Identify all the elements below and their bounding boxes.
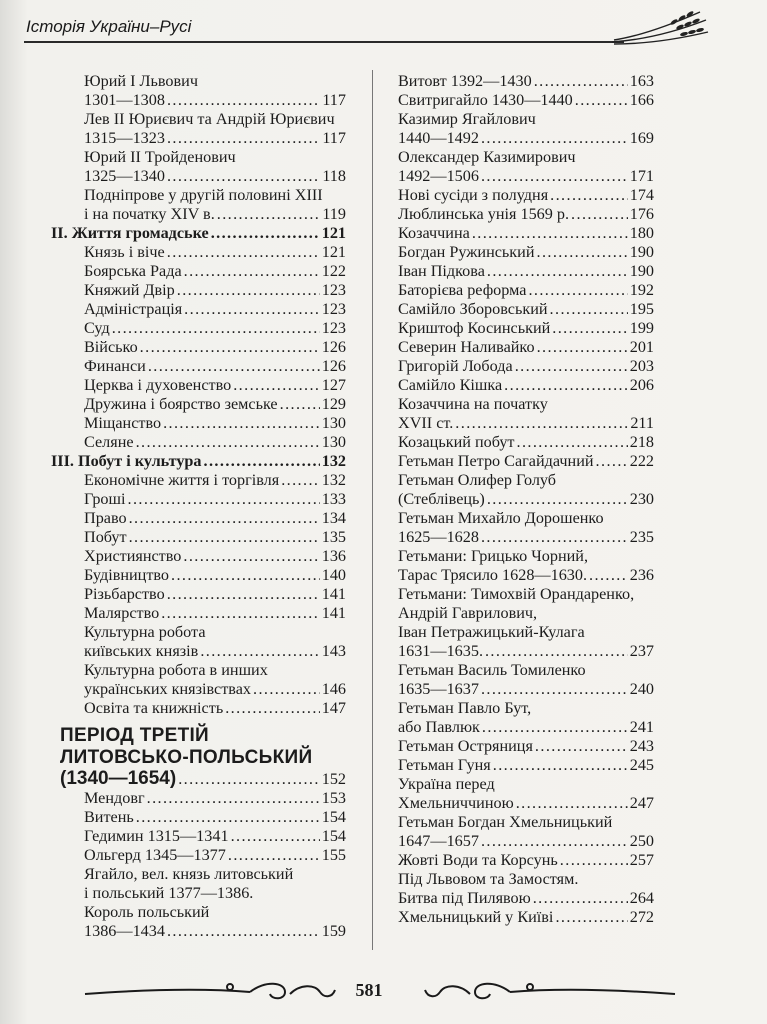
dot-leader xyxy=(555,908,627,927)
dot-leader xyxy=(528,281,627,300)
toc-entry xyxy=(398,775,654,813)
toc-entry xyxy=(84,395,346,414)
toc-entry xyxy=(84,528,346,547)
toc-page-number: 243 xyxy=(629,737,654,755)
dot-leader xyxy=(211,224,320,243)
toc-entry xyxy=(398,243,654,262)
toc-entry xyxy=(84,566,346,585)
toc-page-number: 203 xyxy=(629,357,654,375)
toc-entry-title: Гетьман Олифер Голуб xyxy=(398,471,557,489)
toc-entry-title: Свитригайло 1430—1440 xyxy=(398,91,573,109)
dot-leader xyxy=(481,832,628,851)
toc-entry xyxy=(84,338,346,357)
toc-entry xyxy=(84,300,346,319)
dot-leader xyxy=(481,167,628,186)
dot-leader xyxy=(281,471,320,490)
toc-entry-title: Хмельницький у Київі xyxy=(398,908,554,926)
toc-page-number: 140 xyxy=(321,566,346,584)
dot-leader xyxy=(136,433,320,452)
dot-leader xyxy=(183,547,319,566)
dot-leader xyxy=(178,770,320,789)
toc-entry-title: київських князів xyxy=(84,642,199,660)
toc-entry-title: Баторієва реформа xyxy=(398,281,527,299)
toc-entry-title: Олександер Казимирович xyxy=(398,148,576,166)
toc-page-number: 147 xyxy=(321,699,346,717)
toc-entry-title: XVII ст. xyxy=(398,414,454,432)
toc-page-number: 195 xyxy=(629,300,654,318)
dot-leader xyxy=(129,509,320,528)
toc-entry-title: Король польський xyxy=(84,903,210,921)
toc-entry-title: 1625—1628 xyxy=(398,528,479,546)
toc-entry xyxy=(398,908,654,927)
toc-entry-title: Самійло Кішка xyxy=(398,376,503,394)
toc-page-number: 126 xyxy=(321,357,346,375)
toc-entry xyxy=(84,827,346,846)
toc-page-number: 126 xyxy=(321,338,346,356)
toc-entry xyxy=(84,547,346,566)
dot-leader xyxy=(487,490,628,509)
dot-leader xyxy=(280,395,320,414)
toc-entry xyxy=(84,148,346,186)
toc-page-number: 247 xyxy=(629,794,654,812)
toc-entry-title: Гетьман Михайло Дорошенко xyxy=(398,509,604,527)
toc-entry xyxy=(84,262,346,281)
toc-entry-title: Ягайло, вел. князь литовський xyxy=(84,865,294,883)
toc-page-number: 155 xyxy=(321,846,346,864)
toc-entry xyxy=(84,110,346,148)
toc-page-number: 134 xyxy=(321,509,346,527)
toc-entry xyxy=(398,319,654,338)
dot-leader xyxy=(171,566,320,585)
toc-page-number: 235 xyxy=(629,528,654,546)
toc-entry-title: Гетьман Остряниця xyxy=(398,737,533,755)
toc-page-number: 206 xyxy=(629,376,654,394)
dot-leader xyxy=(485,642,628,661)
dot-leader xyxy=(128,490,320,509)
toc-entry-title: Україна перед xyxy=(398,775,495,793)
toc-entry xyxy=(398,186,654,205)
toc-entry xyxy=(398,148,654,186)
dot-leader xyxy=(136,808,320,827)
toc-page-number: 132 xyxy=(321,471,346,489)
toc-entry-title: Гетьмани: Грицько Чорний, xyxy=(398,547,589,565)
toc-entry-title: 1315—1323 xyxy=(84,129,165,147)
toc-page-number: 245 xyxy=(629,756,654,774)
toc-entry-title: Гроші xyxy=(84,490,126,508)
toc-page-number: 132 xyxy=(321,452,346,470)
toc-entry xyxy=(398,110,654,148)
toc-entry xyxy=(84,490,346,509)
toc-entry-title: Культурна робота в инших xyxy=(84,661,268,679)
toc-entry-title: Культурна робота xyxy=(84,623,206,641)
toc-entry xyxy=(398,889,654,908)
toc-entry xyxy=(398,357,654,376)
page-number: 581 xyxy=(355,980,383,1000)
toc-right-column xyxy=(398,72,654,927)
dot-leader xyxy=(537,243,628,262)
toc-entry-title: Іван Підкова xyxy=(398,262,485,280)
toc-entry-title: Княжий Двір xyxy=(84,281,175,299)
dot-leader xyxy=(515,357,628,376)
toc-entry-title: Церква і духовенство xyxy=(84,376,232,394)
toc-page-number: 154 xyxy=(321,827,346,845)
toc-page-number: 121 xyxy=(321,224,346,242)
dot-leader xyxy=(217,205,321,224)
toc-page-number: 141 xyxy=(321,585,346,603)
dot-leader xyxy=(177,281,320,300)
dot-leader xyxy=(571,205,628,224)
column-divider xyxy=(372,70,373,950)
toc-entry-title: Гетьман Гуня xyxy=(398,756,491,774)
toc-entry-title: Козаччина на початку xyxy=(398,395,548,413)
toc-entry xyxy=(84,471,346,490)
toc-entry xyxy=(398,737,654,756)
dot-leader xyxy=(228,846,320,865)
toc-page-number: 166 xyxy=(629,91,654,109)
dot-leader xyxy=(589,566,628,585)
dot-leader xyxy=(167,129,320,148)
dot-leader xyxy=(534,72,628,91)
toc-entry-title: Криштоф Косинський xyxy=(398,319,551,337)
dot-leader xyxy=(225,699,320,718)
toc-page-number: 163 xyxy=(629,72,654,90)
toc-entry-title: або Павлюк xyxy=(398,718,480,736)
toc-entry xyxy=(84,789,346,808)
toc-page-number: 240 xyxy=(629,680,654,698)
toc-entry-title: Финанси xyxy=(84,357,146,375)
toc-page-number: 190 xyxy=(629,262,654,280)
toc-entry-title: Селяне xyxy=(84,433,134,451)
toc-page-number: 241 xyxy=(629,718,654,736)
toc-entry xyxy=(398,851,654,870)
toc-entry-title: Мендовг xyxy=(84,789,145,807)
dot-leader xyxy=(596,452,628,471)
toc-entry-title: 1301—1308 xyxy=(84,91,165,109)
toc-page-number: 123 xyxy=(321,300,346,318)
toc-entry xyxy=(84,808,346,827)
toc-entry xyxy=(398,870,654,889)
toc-entry-title: Право xyxy=(84,509,127,527)
dot-leader xyxy=(482,718,628,737)
toc-page-number: 230 xyxy=(629,490,654,508)
toc-page-number: 123 xyxy=(321,319,346,337)
toc-entry-title: III. Побут і культура xyxy=(51,452,202,470)
toc-entry-title: (Стеблівець) xyxy=(398,490,485,508)
toc-entry-title: Андрій Гаврилович, xyxy=(398,604,538,622)
dot-leader xyxy=(163,414,320,433)
toc-page-number: 122 xyxy=(321,262,346,280)
dot-leader xyxy=(550,300,628,319)
toc-entry-title: Малярство xyxy=(84,604,160,622)
toc-entry-title: Князь і віче xyxy=(84,243,165,261)
toc-page-number: 190 xyxy=(629,243,654,261)
toc-entry xyxy=(398,509,654,547)
dot-leader xyxy=(550,186,628,205)
toc-entry xyxy=(84,585,346,604)
toc-left-column xyxy=(51,72,346,941)
toc-entry-title: Християнство xyxy=(84,547,182,565)
toc-page-number: 118 xyxy=(322,167,346,185)
toc-entry xyxy=(398,471,654,509)
running-header-title: Історія України–Русі xyxy=(26,17,192,36)
dot-leader xyxy=(140,338,320,357)
toc-entry-title: Освіта та книжність xyxy=(84,699,224,717)
toc-entry xyxy=(60,725,346,789)
toc-entry xyxy=(398,585,654,661)
dot-leader xyxy=(537,338,628,357)
toc-entry-title: Хмельниччиною xyxy=(398,794,514,812)
toc-entry-title: Битва під Пилявою xyxy=(398,889,531,907)
toc-entry-title: Юрий II Тройденович xyxy=(84,148,236,166)
toc-page-number: 117 xyxy=(322,91,346,109)
dot-leader xyxy=(184,262,320,281)
toc-entry-title: українських князівствах xyxy=(84,680,252,698)
toc-entry-title: Під Львовом та Замостям. xyxy=(398,870,579,888)
toc-page-number: 146 xyxy=(321,680,346,698)
toc-entry-title: Дружина і боярство земське xyxy=(84,395,278,413)
toc-entry-title: Нові сусіди з полудня xyxy=(398,186,549,204)
header-rule xyxy=(24,41,624,43)
toc-page-number: 135 xyxy=(321,528,346,546)
toc-entry-title: II. Життя громадське xyxy=(51,224,209,242)
toc-entry xyxy=(84,846,346,865)
toc-entry-title: Адміністрація xyxy=(84,300,183,318)
toc-entry xyxy=(398,338,654,357)
toc-entry-title: Гетьман Василь Томиленко xyxy=(398,661,586,679)
toc-entry xyxy=(84,433,346,452)
toc-entry xyxy=(398,661,654,699)
dot-leader xyxy=(504,376,628,395)
toc-entry-title: ПЕРІОД ТРЕТІЙ xyxy=(60,725,210,746)
toc-entry xyxy=(84,319,346,338)
dot-leader xyxy=(167,91,320,110)
toc-entry-title: Різьбарство xyxy=(84,585,165,603)
toc-entry-title: 1631—1635. xyxy=(398,642,483,660)
toc-page-number: 218 xyxy=(629,433,654,451)
toc-entry-title: ЛИТОВСЬКО-ПОЛЬСЬКИЙ xyxy=(60,747,313,768)
toc-page-number: 237 xyxy=(629,642,654,660)
toc-entry-title: Суд xyxy=(84,319,110,337)
toc-entry-title: Витень xyxy=(84,808,134,826)
toc-entry xyxy=(398,224,654,243)
toc-page-number: 153 xyxy=(321,789,346,807)
dot-leader xyxy=(231,827,320,846)
toc-entry xyxy=(84,903,346,941)
toc-entry-title: Лев II Юриєвич та Андрій Юриєвич xyxy=(84,110,335,128)
toc-page-number: 123 xyxy=(321,281,346,299)
toc-entry-title: 1325—1340 xyxy=(84,167,165,185)
toc-page-number: 174 xyxy=(629,186,654,204)
toc-entry-title: 1440—1492 xyxy=(398,129,479,147)
toc-entry xyxy=(398,281,654,300)
toc-page-number: 143 xyxy=(321,642,346,660)
toc-entry xyxy=(51,452,346,471)
wheat-ornament-icon xyxy=(610,10,710,56)
toc-entry-title: Боярська Рада xyxy=(84,262,182,280)
dot-leader xyxy=(516,794,628,813)
dot-leader xyxy=(493,756,628,775)
toc-entry xyxy=(84,623,346,661)
toc-entry-title: Гетьман Петро Сагайдачний xyxy=(398,452,594,470)
dot-leader xyxy=(148,357,320,376)
dot-leader xyxy=(112,319,320,338)
toc-page-number: 180 xyxy=(629,224,654,242)
toc-entry xyxy=(84,865,346,903)
toc-entry xyxy=(84,604,346,623)
toc-entry-title: (1340—1654) xyxy=(60,768,177,789)
toc-entry-title: Витовт 1392—1430 xyxy=(398,72,532,90)
toc-entry xyxy=(398,376,654,395)
dot-leader xyxy=(552,319,627,338)
toc-entry xyxy=(51,224,346,243)
toc-entry-title: Гетьмани: Тимохвій Орандаренко, xyxy=(398,585,635,603)
dot-leader xyxy=(481,129,628,148)
toc-page-number: 250 xyxy=(629,832,654,850)
toc-entry-title: Іван Петражицький-Кулага xyxy=(398,623,585,641)
toc-entry xyxy=(398,433,654,452)
dot-leader xyxy=(533,889,628,908)
toc-entry-title: 1647—1657 xyxy=(398,832,479,850)
toc-page-number: 154 xyxy=(321,808,346,826)
toc-page-number: 169 xyxy=(629,129,654,147)
toc-page-number: 201 xyxy=(629,338,654,356)
dot-leader xyxy=(167,922,320,941)
dot-leader xyxy=(481,528,628,547)
toc-entry-title: Будівництво xyxy=(84,566,170,584)
toc-page-number: 117 xyxy=(322,129,346,147)
dot-leader xyxy=(253,680,320,699)
toc-entry xyxy=(84,281,346,300)
toc-entry xyxy=(84,357,346,376)
toc-page-number: 222 xyxy=(629,452,654,470)
toc-page-number: 133 xyxy=(321,490,346,508)
toc-entry-title: 1386—1434 xyxy=(84,922,165,940)
toc-entry-title: Юрий I Львович xyxy=(84,72,198,90)
toc-page-number: 121 xyxy=(321,243,346,261)
toc-entry-title: Побут xyxy=(84,528,127,546)
dot-leader xyxy=(167,167,320,186)
toc-entry xyxy=(398,699,654,737)
toc-page-number: 171 xyxy=(629,167,654,185)
toc-entry xyxy=(398,395,654,433)
toc-page-number: 192 xyxy=(629,281,654,299)
toc-entry xyxy=(84,376,346,395)
dot-leader xyxy=(560,851,628,870)
dot-leader xyxy=(481,680,628,699)
toc-entry xyxy=(398,813,654,851)
toc-entry xyxy=(84,509,346,528)
toc-page-number: 129 xyxy=(321,395,346,413)
toc-page-number: 141 xyxy=(321,604,346,622)
toc-entry xyxy=(398,91,654,110)
toc-entry-title: Гетьман Богдан Хмельницький xyxy=(398,813,613,831)
dot-leader xyxy=(487,262,628,281)
toc-entry-title: Люблинська унія 1569 р. xyxy=(398,205,570,223)
toc-entry-title: Григорій Лобода xyxy=(398,357,513,375)
toc-entry-title: 1492—1506 xyxy=(398,167,479,185)
toc-page-number: 272 xyxy=(629,908,654,926)
toc-page-number: 211 xyxy=(630,414,654,432)
dot-leader xyxy=(472,224,628,243)
toc-entry-title: Тарас Трясило 1628—1630. xyxy=(398,566,588,584)
toc-entry-title: Військо xyxy=(84,338,138,356)
dot-leader xyxy=(575,91,628,110)
dot-leader xyxy=(167,585,320,604)
toc-entry xyxy=(398,72,654,91)
toc-entry xyxy=(84,699,346,718)
dot-leader xyxy=(455,414,628,433)
toc-entry-title: і польський 1377—1386. xyxy=(84,884,254,902)
toc-entry xyxy=(398,205,654,224)
toc-entry-title: і на початку XIV в. xyxy=(84,205,215,223)
toc-page-number: 199 xyxy=(629,319,654,337)
toc-page-number: 127 xyxy=(321,376,346,394)
toc-page-number: 130 xyxy=(321,433,346,451)
toc-entry-title: Казимир Ягайлович xyxy=(398,110,536,128)
toc-entry-title: Самійло Зборовський xyxy=(398,300,548,318)
toc-page-number: 257 xyxy=(629,851,654,869)
dot-leader xyxy=(129,528,320,547)
dot-leader xyxy=(233,376,319,395)
dot-leader xyxy=(535,737,628,756)
toc-entry-title: Богдан Ружинський xyxy=(398,243,535,261)
dot-leader xyxy=(161,604,319,623)
toc-entry-title: Подніпрове у другій половині XIII xyxy=(84,186,323,204)
dot-leader xyxy=(147,789,320,808)
toc-entry xyxy=(84,72,346,110)
dot-leader xyxy=(204,452,320,471)
toc-entry xyxy=(398,300,654,319)
toc-entry xyxy=(84,414,346,433)
dot-leader xyxy=(517,433,628,452)
dot-leader xyxy=(184,300,320,319)
toc-entry-title: Козаччина xyxy=(398,224,470,242)
toc-entry-title: Ольгерд 1345—1377 xyxy=(84,846,226,864)
toc-page-number: 159 xyxy=(321,922,346,940)
toc-entry xyxy=(398,756,654,775)
toc-entry-title: Жовті Води та Корсунь xyxy=(398,851,558,869)
dot-leader xyxy=(167,243,320,262)
toc-entry-title: Економічне життя і торгівля xyxy=(84,471,280,489)
toc-page-number: 152 xyxy=(321,770,346,788)
toc-page-number: 119 xyxy=(322,205,346,223)
toc-entry xyxy=(84,243,346,262)
toc-entry-title: Северин Наливайко xyxy=(398,338,535,356)
toc-page-number: 264 xyxy=(629,889,654,907)
toc-entry xyxy=(84,661,346,699)
toc-entry-title: Міщанство xyxy=(84,414,162,432)
toc-page-number: 176 xyxy=(629,205,654,223)
toc-entry xyxy=(398,547,654,585)
toc-entry-title: Гедимин 1315—1341 xyxy=(84,827,229,845)
toc-entry xyxy=(84,186,346,224)
toc-entry-title: Козацький побут xyxy=(398,433,515,451)
dot-leader xyxy=(200,642,319,661)
toc-page-number: 236 xyxy=(629,566,654,584)
toc-entry-title: 1635—1637 xyxy=(398,680,479,698)
toc-entry-title: Гетьман Павло Бут, xyxy=(398,699,532,717)
toc-page-number: 136 xyxy=(321,547,346,565)
toc-page-number: 130 xyxy=(321,414,346,432)
toc-entry xyxy=(398,452,654,471)
toc-entry xyxy=(398,262,654,281)
